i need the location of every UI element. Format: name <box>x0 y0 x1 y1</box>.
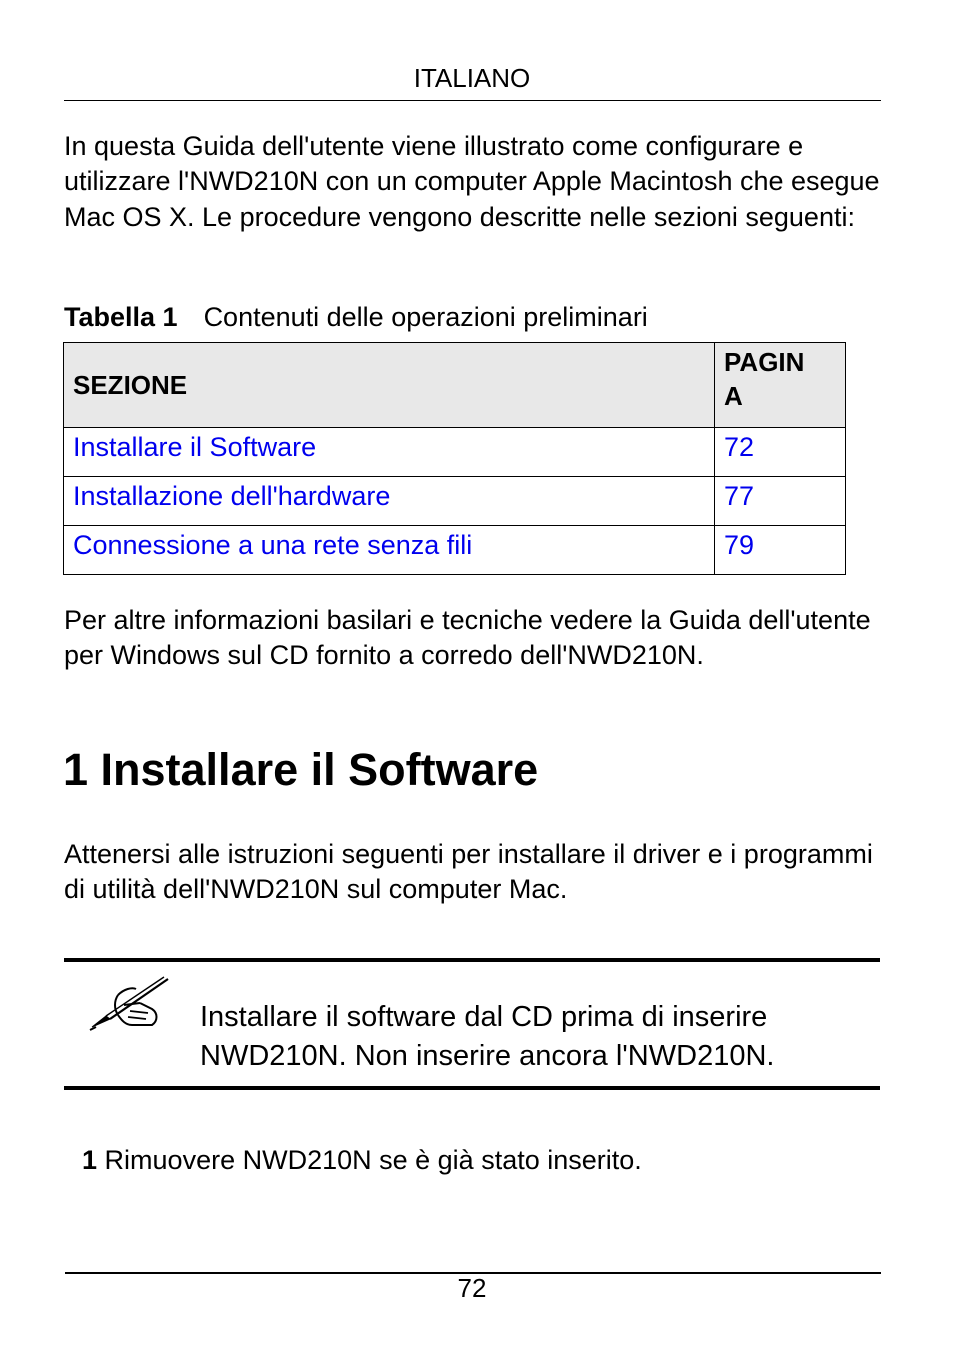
table-caption <box>64 300 648 334</box>
contents-table <box>63 342 846 575</box>
note-top-rule <box>64 958 880 962</box>
step-number: 1 <box>82 1145 98 1175</box>
header-divider <box>64 100 881 101</box>
table-row <box>64 526 846 575</box>
page-header-language: ITALIANO <box>413 63 531 93</box>
column-header-page: PAGIN A <box>715 343 846 428</box>
note-text: Installare il software dal CD prima di inserire NWD210N. Non inserire ancora l'NWD210N. <box>200 1001 775 1072</box>
table-caption-title: Contenuti delle operazioni preliminari <box>203 302 648 332</box>
note-pencil-icon <box>88 975 172 1033</box>
section-link-installare-software[interactable]: Installare il Software <box>64 428 715 477</box>
step-text: Rimuovere NWD210N se è già stato inserito. <box>104 1145 642 1175</box>
page-link-installare-software[interactable]: 72 <box>715 428 846 477</box>
table-caption-label: Tabella 1 <box>64 302 178 332</box>
table-row <box>64 428 846 477</box>
footer-page-number: 72 <box>457 1273 487 1303</box>
section-heading: 1 Installare il Software <box>63 744 539 795</box>
section-paragraph: Attenersi alle istruzioni seguenti per installare il driver e i programmi di utilità dell'NWD210N sul computer Mac. <box>64 839 873 905</box>
more-info-paragraph: Per altre informazioni basilari e tecniche vedere la Guida dell'utente per Windows sul CD fornito a corredo dell'NWD210N. <box>64 605 871 671</box>
section-link-connessione-rete[interactable]: Connessione a una rete senza fili <box>64 526 715 575</box>
page-link-installazione-hardware[interactable]: 77 <box>715 477 846 526</box>
table-row <box>64 477 846 526</box>
step-item <box>82 1143 642 1177</box>
table-header-row <box>64 343 846 428</box>
note-bottom-rule <box>64 1086 880 1090</box>
section-link-installazione-hardware[interactable]: Installazione dell'hardware <box>64 477 715 526</box>
page-link-connessione-rete[interactable]: 79 <box>715 526 846 575</box>
intro-paragraph: In questa Guida dell'utente viene illustrato come configurare e utilizzare l'NWD210N con un computer Apple Macintosh che esegue Mac OS X. Le procedure vengono descritte nelle sezioni seguenti: <box>64 131 880 232</box>
column-header-section: SEZIONE <box>64 343 715 428</box>
